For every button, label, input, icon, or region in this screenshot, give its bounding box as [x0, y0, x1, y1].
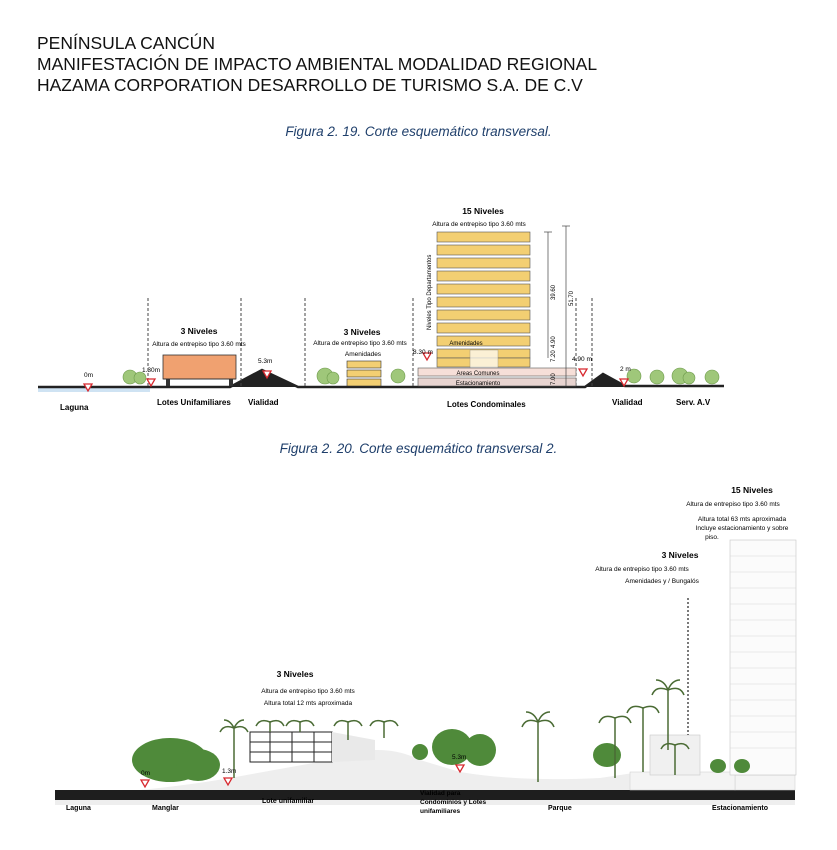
- lev-5-3: 5.3m: [258, 358, 273, 365]
- figure-20-caption: Figura 2. 20. Corte esquemático transversal 2.: [279, 441, 558, 456]
- f2-lev-1-3: 1.3m: [222, 768, 237, 775]
- label-laguna: Laguna: [60, 403, 89, 412]
- dim-39-60: 39.60: [551, 284, 557, 300]
- dim-7-20: 7.20: [551, 350, 557, 362]
- lev-4-90: 4.90 m: [572, 356, 592, 363]
- lev-0: 0m: [84, 372, 94, 379]
- lu-subtitle: Altura de entrepiso tipo 3.60 mts: [152, 341, 246, 348]
- mid-subtitle: Altura de entrepiso tipo 3.60 mts: [313, 340, 407, 347]
- f2-t3-title: 3 Niveles: [661, 550, 699, 560]
- f2-t3-sub: Altura de entrepiso tipo 3.60 mts: [595, 566, 689, 573]
- tower-common: Areas Comunes: [456, 371, 500, 377]
- f2-t15-title: 15 Niveles: [731, 485, 773, 495]
- label-lotes-uni: Lotes Unifamiliares: [157, 398, 231, 407]
- figure-19-caption: Figura 2. 19. Corte esquemático transversal.: [285, 124, 552, 139]
- f2-label-vial-2: Condominios y Lotes: [420, 799, 487, 806]
- f2-lev-5-3: 5.3m: [452, 754, 467, 761]
- lu-title: 3 Niveles: [180, 326, 218, 336]
- label-serv: Serv. A.V: [676, 398, 711, 407]
- tower-title: 15 Niveles: [462, 206, 504, 216]
- f2-label-estac: Estacionamiento: [712, 805, 769, 812]
- f2-label-lote: Lote unifamiliar: [262, 798, 315, 805]
- lev-8-30: 8.30 m: [413, 349, 433, 356]
- f2-t15-note1: Altura total 63 mts aproximada: [697, 516, 787, 523]
- mid-amenities: Amenidades: [344, 351, 382, 358]
- dimension-lines: [544, 226, 570, 386]
- f2-t15-sub: Altura de entrepiso tipo 3.60 mts: [686, 501, 780, 508]
- tower-parking: Estacionamiento: [455, 381, 501, 387]
- f2-label-vial-3: unifamiliares: [420, 808, 461, 815]
- header-line-3: HAZAMA CORPORATION DESARROLLO DE TURISMO S.A. DE C.V: [37, 75, 583, 95]
- label-vialidad-2: Vialidad: [612, 398, 643, 407]
- tower-side-label: Niveles Tipo Departamentos: [427, 254, 433, 330]
- tower-subtitle: Altura de entrepiso tipo 3.60 mts: [432, 221, 526, 228]
- mid-title: 3 Niveles: [343, 327, 381, 337]
- dim-7-00: 7.00: [551, 373, 557, 385]
- amenities-building: [347, 361, 381, 386]
- f2-lu-note: Altura total 12 mts aproximada: [263, 700, 353, 707]
- f2-t15-note3: piso.: [705, 534, 719, 541]
- f2-lu-sub: Altura de entrepiso tipo 3.60 mts: [261, 688, 355, 695]
- f2-t3-note: Amenidades y / Bungalós: [625, 578, 699, 585]
- road-mound-2: [585, 374, 625, 387]
- header-line-1: PENÍNSULA CANCÚN: [37, 33, 215, 53]
- f2-label-parque: Parque: [548, 805, 572, 812]
- label-vialidad-1: Vialidad: [248, 398, 279, 407]
- figure-20-section: [0, 460, 837, 845]
- label-condo: Lotes Condominales: [447, 400, 526, 409]
- dim-51-70: 51.70: [569, 290, 575, 306]
- header-line-2: MANIFESTACIÓN DE IMPACTO AMBIENTAL MODALIDAD REGIONAL: [37, 54, 598, 74]
- unifamiliar-house: [250, 732, 375, 762]
- f2-label-manglar: Manglar: [152, 805, 179, 812]
- lev-1-30: 1.30m: [142, 367, 161, 374]
- amenity-void: [470, 350, 498, 368]
- tower-15-levels: [730, 540, 796, 775]
- tower-amenities: Amenidades: [449, 341, 483, 347]
- f2-label-vial-1: Vialidad para: [420, 790, 461, 797]
- lev-2: 2 m: [620, 366, 631, 373]
- f2-lu-title: 3 Niveles: [276, 669, 314, 679]
- unifamiliar-building: [163, 355, 236, 379]
- f2-label-laguna: Laguna: [66, 805, 91, 812]
- f2-t15-note2: Incluye estacionamiento y sobre: [695, 525, 789, 532]
- f2-lev-0: 0m: [141, 770, 151, 777]
- dim-4-90: 4.90: [551, 336, 557, 348]
